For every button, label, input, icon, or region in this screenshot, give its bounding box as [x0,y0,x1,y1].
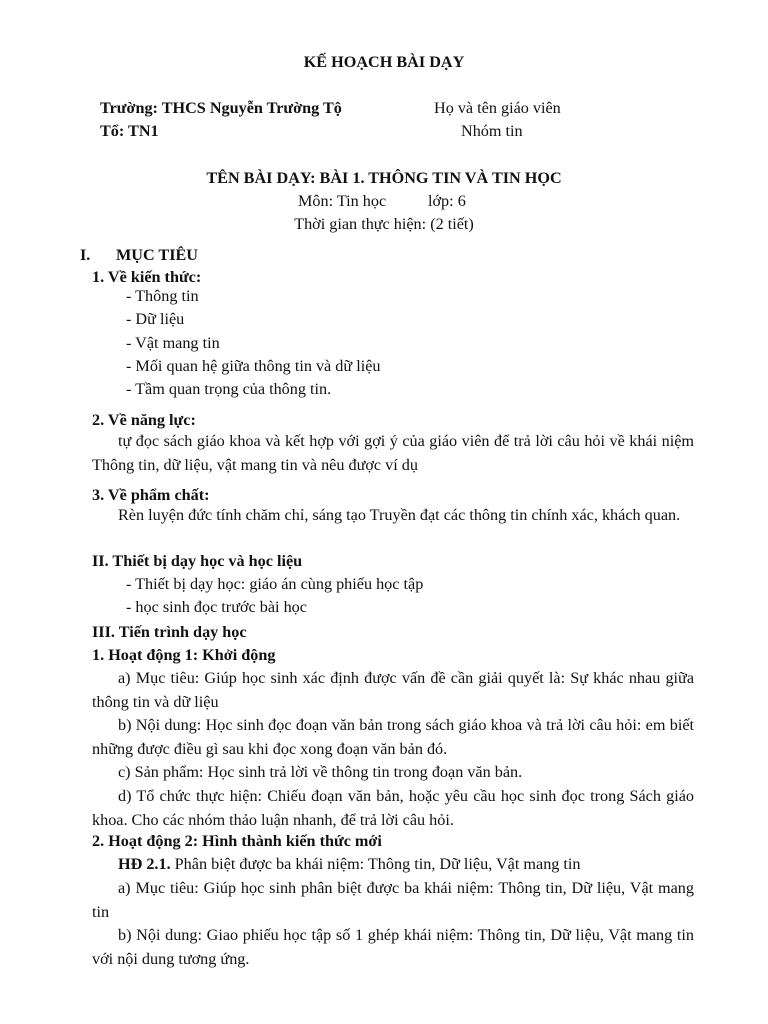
document-title: KẾ HOẠCH BÀI DẠY [303,53,465,71]
activity1-content: b) Nội dung: Học sinh đọc đoạn văn bản trong sách giáo khoa và trả lời câu hỏi: em biết những được điều gì sau khi đọc xong đoạn văn bản đó. [92,716,694,758]
activity1-organization: d) Tổ chức thực hiện: Chiếu đoạn văn bản, hoặc yêu cầu học sinh đọc trong Sách giáo khoa. Cho các nhóm thảo luận nhanh, để trả lời câu hỏi. [92,787,694,829]
activity2-content: b) Nội dung: Giao phiếu học tập số 1 ghép khái niệm: Thông tin, Dữ liệu, Vật mang tin với nội dung tương ứng. [92,926,694,968]
activity1-objective: a) Mục tiêu: Giúp học sinh xác định được vấn đề cần giải quyết là: Sự khác nhau giữa thông tin và dữ liệu [92,669,694,711]
subject-label: Môn: Tin học [298,192,387,210]
lesson-title: TÊN BÀI DẠY: BÀI 1. THÔNG TIN VÀ TIN HỌC [206,169,562,187]
hd21-line [118,855,581,874]
duration-label: Thời gian thực hiện: (2 tiết) [294,215,474,233]
section3-heading: III. Tiến trình dạy học [92,623,247,641]
school-name: Trường: THCS Nguyễn Trường Tộ [100,99,342,117]
activity1-product: c) Sản phẩm: Học sinh trả lời về thông tin trong đoạn văn bản. [118,763,523,781]
activity2-objective: a) Mục tiêu: Giúp học sinh phân biệt được ba khái niệm: Thông tin, Dữ liệu, Vật mang tin [92,879,694,921]
teacher-label: Họ và tên giáo viên [434,99,561,117]
list-item: - Dữ liệu [126,310,185,328]
team-name: Nhóm tin [461,122,523,140]
activity2-heading: 2. Hoạt động 2: Hình thành kiến thức mới [92,832,382,850]
list-item: - Tầm quan trọng của thông tin. [126,380,332,398]
section1-title: MỤC TIÊU [116,246,198,264]
hd21-text: Phân biệt được ba khái niệm: Thông tin, Dữ liệu, Vật mang tin [170,855,581,873]
quality-heading: 3. Về phẩm chất: [92,486,210,504]
competence-heading: 2. Về năng lực: [92,411,196,429]
list-item: - Thông tin [126,287,199,305]
list-item: - Thiết bị dạy học: giáo án cùng phiếu học tập [126,575,424,593]
group-name: Tổ: TN1 [100,122,159,140]
knowledge-heading: 1. Về kiến thức: [92,268,202,286]
hd21-number: HĐ 2.1. [118,855,171,873]
quality-text: Rèn luyện đức tính chăm chỉ, sáng tạo Truyền đạt các thông tin chính xác, khách quan. [118,506,681,524]
list-item: - Vật mang tin [126,334,220,352]
competence-text: tự đọc sách giáo khoa và kết hợp với gợi ý của giáo viên để trả lời câu hỏi về khái niệm Thông tin, dữ liệu, vật mang tin và nêu được ví dụ [92,432,694,474]
activity1-heading: 1. Hoạt động 1: Khởi động [92,646,276,664]
grade-label: lớp: 6 [428,192,466,210]
list-item: - Mối quan hệ giữa thông tin và dữ liệu [126,357,381,375]
section2-heading: II. Thiết bị dạy học và học liệu [92,552,303,570]
list-item: - học sinh đọc trước bài học [126,598,307,616]
section1-number: I. [80,246,91,264]
